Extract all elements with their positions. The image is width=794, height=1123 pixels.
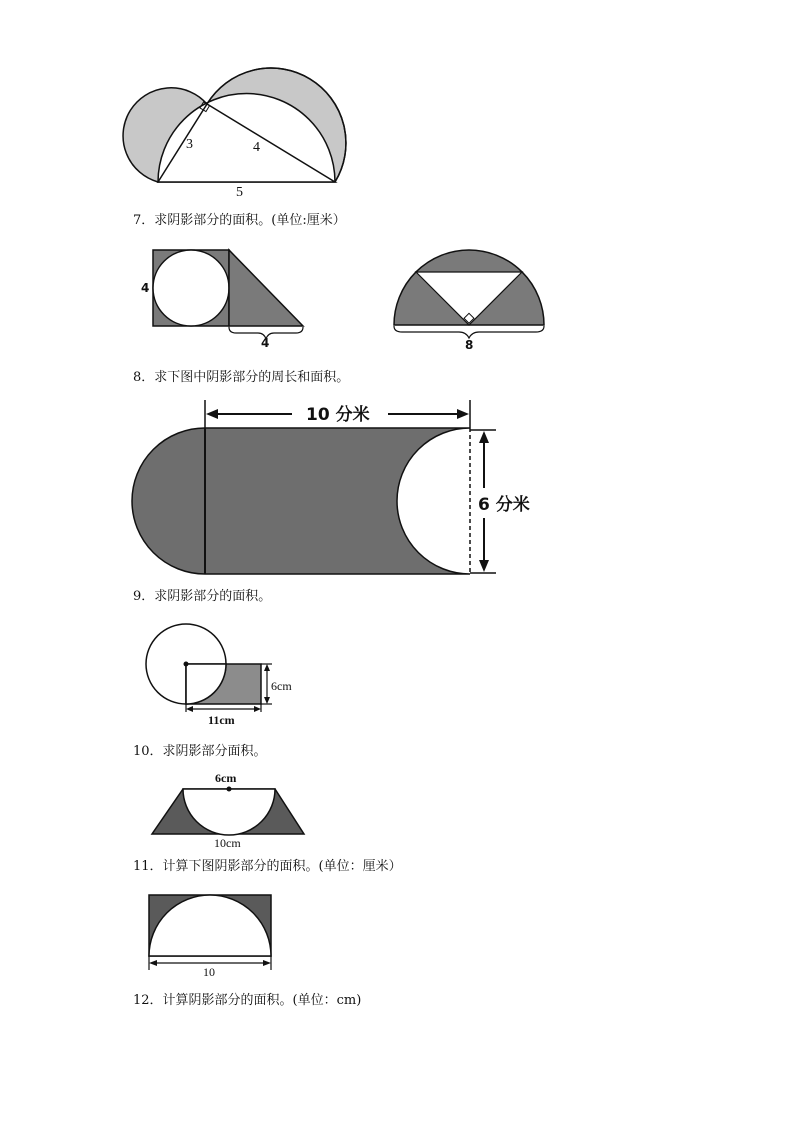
shaded-triangle (229, 250, 303, 326)
figure-triangle-semicircles (130, 60, 360, 205)
inscribed-circle (153, 250, 229, 326)
brace-bottom (394, 326, 544, 338)
label-leg-3: 3 (186, 137, 193, 152)
figure-q10 (148, 770, 313, 850)
question-9: 9．求阴影部分的面积。 (133, 589, 272, 604)
figure-q9 (140, 618, 305, 733)
label-width: 10 分米 (306, 405, 370, 425)
figure-q7-right (388, 245, 550, 355)
label-bottom: 4 (261, 336, 270, 350)
label-diameter: 8 (465, 338, 474, 352)
center-dot (227, 787, 232, 792)
label-height: 6cm (271, 679, 292, 693)
label-width: 10 (203, 965, 215, 979)
question-10: 10．求阴影部分面积。 (133, 744, 267, 759)
label-hyp-5: 5 (236, 185, 243, 200)
label-leg-4: 4 (253, 140, 260, 155)
question-12: 12．计算阴影部分的面积。(单位：cm) (133, 993, 362, 1008)
figure-q11 (143, 890, 278, 980)
figure-q7-left (135, 245, 310, 350)
label-bottom: 10cm (214, 836, 241, 850)
label-left-side: 4 (141, 281, 150, 295)
shaded-shape (132, 428, 470, 574)
question-8: 8．求下图中阴影部分的周长和面积。 (133, 370, 350, 385)
figure-q8 (130, 395, 550, 580)
question-7: 7．求阴影部分的面积。(单位:厘米） (133, 213, 346, 228)
question-11: 11．计算下图阴影部分的面积。(单位：厘米） (133, 859, 402, 874)
label-top: 6cm (215, 771, 237, 785)
label-width: 11cm (208, 713, 235, 727)
label-height: 6 分米 (478, 495, 530, 515)
